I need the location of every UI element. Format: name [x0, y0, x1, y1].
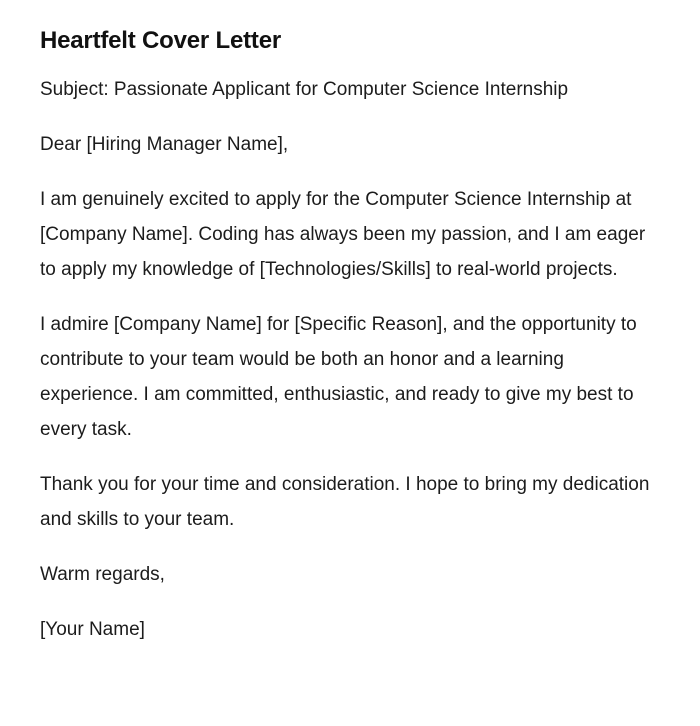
body-paragraph-3: Thank you for your time and consideration. I hope to bring my dedication and skills to your team. — [40, 474, 650, 530]
document-title: Heartfelt Cover Letter — [40, 27, 282, 54]
signature: [Your Name] — [40, 619, 145, 640]
closing: Warm regards, — [40, 564, 165, 585]
subject-line: Subject: Passionate Applicant for Computer Science Internship — [40, 79, 569, 100]
body-paragraph-1: I am genuinely excited to apply for the Computer Science Internship at [Company Name]. Coding has always been my passion, and I am eager to apply my knowledge of [Technologies/Skills] to real-world projects. — [40, 189, 646, 280]
body-paragraph-2: I admire [Company Name] for [Specific Reason], and the opportunity to contribute to your team would be both an honor and a learning experience. I am committed, enthusiastic, and ready to give my best to every task. — [40, 314, 637, 440]
salutation: Dear [Hiring Manager Name], — [40, 134, 289, 155]
